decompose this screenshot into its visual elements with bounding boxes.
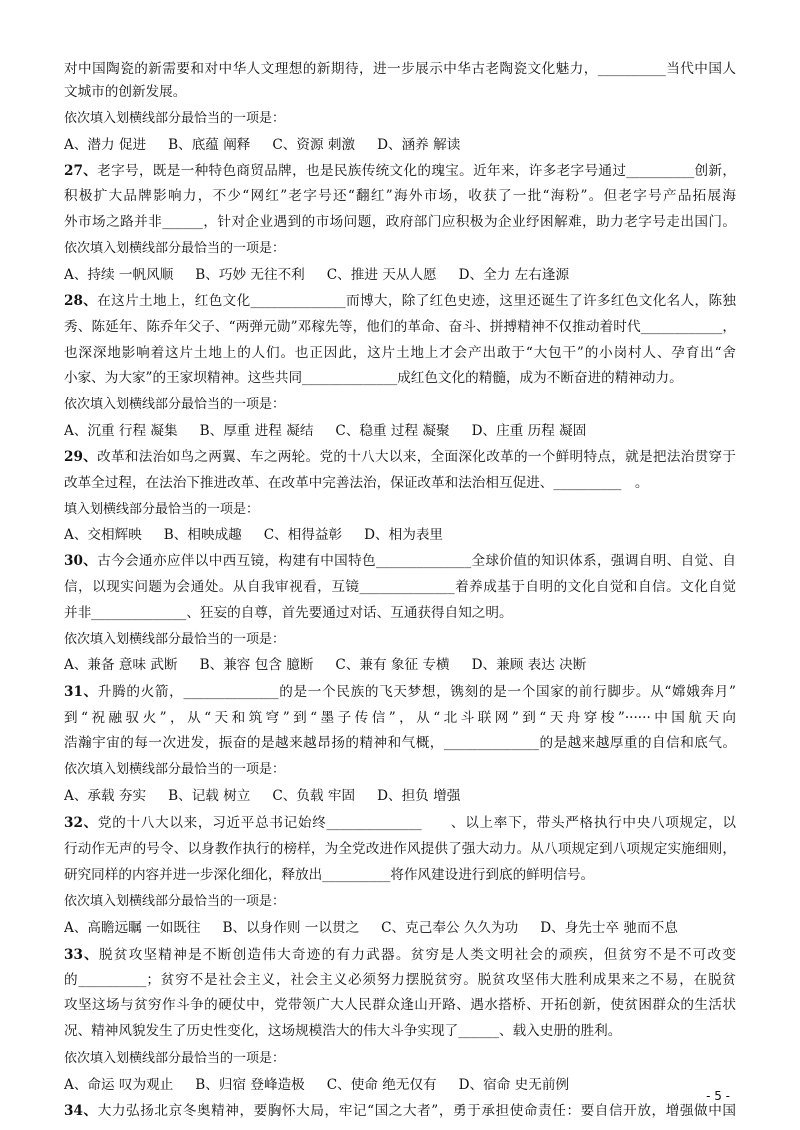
answer-options (64, 526, 736, 544)
answer-option: C、克己奉公 久久为功 (381, 920, 519, 936)
question-prompt (64, 1050, 736, 1068)
line-text: 浩瀚宇宙的每一次进发，振奋的是越来越昂扬的精神和气概，______________的是越来越厚重的自信和底气。 (64, 735, 736, 751)
question-stem (64, 1102, 736, 1120)
question-prompt (64, 893, 736, 911)
text-line (64, 578, 736, 596)
line-text: 并非______________、狂妄的自尊，首先要通过对话、互通获得自知之明。 (64, 605, 513, 621)
text-line (64, 187, 736, 205)
line-text: 古今会通亦应伴以中西互镜，构建有中国特色______________全球价值的知识体系，强调自明、自觉、自 (97, 553, 736, 569)
question-number: 34、 (64, 1103, 98, 1119)
text-line (64, 213, 736, 231)
line-text: 改革和法治如鸟之两翼、车之两轮。党的十八大以来，全面深化改革的一个鲜明特点，就是把法治贯穿于 (97, 449, 736, 465)
text-line (64, 474, 736, 492)
line-text: 填入划横线部分最恰当的一项是： (64, 502, 260, 517)
question-stem (64, 292, 736, 310)
answer-option: D、兼顾 表达 决断 (471, 657, 587, 673)
line-text: 研究同样的内容并进一步深化细化，释放出__________将作风建设进行到底的鲜明信号。 (64, 867, 595, 883)
answer-option: C、使命 绝无仅有 (326, 1077, 437, 1093)
text-line (64, 60, 736, 78)
text-line (64, 369, 736, 387)
answer-options (64, 919, 736, 937)
line-text: 也深深地影响着这片土地上的人们。也正因此，这片土地上才会产出敢于“大包干”的小岗村人、孕育出“舍 (64, 345, 736, 361)
line-text: 信，以现实问题为会通处。从自我审视看，互镜______________着养成基于自明的文化自觉和自信。文化自觉 (64, 579, 736, 595)
answer-options (64, 787, 736, 805)
line-text: 党的十八大以来，习近平总书记始终______________ 、以上率下，带头严格执行中央八项规定，以 (97, 815, 736, 831)
line-text: 的__________；贫穷不是社会主义，社会主义必须努力摆脱贫穷。脱贫攻坚伟大胜利成果来之不易，在脱贫 (64, 972, 736, 988)
answer-option: A、高瞻远瞩 一如既往 (64, 920, 201, 936)
line-text: 改革全过程，在法治下推进改革、在改革中完善法治，保证改革和法治相互促进、__________ 。 (64, 475, 649, 491)
question-stem (64, 946, 736, 964)
answer-option: D、庄重 历程 凝固 (471, 423, 587, 439)
answer-option: B、厚重 进程 凝结 (199, 423, 314, 439)
line-text: 脱贫攻坚精神是不断创造伟大奇迹的有力武器。贫穷是人类文明社会的顽疾，但贫穷不是不可改变 (99, 947, 736, 963)
answer-options (64, 422, 736, 440)
page-number: - 5 - (706, 1089, 730, 1103)
answer-option: C、负载 牢固 (272, 788, 356, 804)
line-text: 小家、为大家”的王家坝精神。这些共同______________成红色文化的精髓，成为不断奋进的精神动力。 (64, 370, 683, 386)
question-number: 27、 (64, 163, 98, 179)
line-text: 文城市的创新发展。 (64, 84, 187, 100)
question-prompt (64, 240, 736, 258)
line-text: 对中国陶瓷的新需要和对中华人文理想的新期待，进一步展示中华古老陶瓷文化魅力，__________当代中国人 (64, 61, 736, 77)
question-prompt (64, 501, 736, 519)
answer-option: A、潜力 促进 (64, 137, 147, 153)
line-text: 攻坚这场与贫穷作斗争的硬仗中，党带领广大人民群众逢山开路、遇水搭桥、开拓创新，使贫困群众的生活状 (64, 997, 736, 1013)
question-prompt (64, 396, 736, 414)
answer-option: C、资源 刺激 (272, 137, 356, 153)
line-text: 老字号，既是一种特色商贸品牌，也是民族传统文化的瑰宝。近年来，许多老字号通过__________创新， (97, 163, 736, 179)
text-line (64, 709, 736, 727)
answer-option: D、身先士卒 驰而不息 (540, 920, 678, 936)
question-prompt (64, 631, 736, 649)
line-text: 况、精神风貌发生了历史性变化，这场规模浩大的伟大斗争实现了______、载入史册的胜利。 (64, 1023, 622, 1039)
text-line (64, 83, 736, 101)
line-text: 依次填入划横线部分最恰当的一项是： (64, 397, 286, 412)
text-line (64, 840, 736, 858)
answer-option: A、沉重 行程 凝集 (64, 423, 178, 439)
question-number: 31、 (64, 684, 98, 700)
answer-option: B、相映成趣 (163, 527, 242, 543)
answer-options (64, 136, 736, 154)
question-number: 32、 (64, 815, 98, 831)
line-text: 升腾的火箭，______________的是一个民族的飞天梦想，镌刻的是一个国家的前行脚步。从“嫦娥奔月” (97, 684, 736, 700)
answer-option: B、巧妙 无往不利 (195, 267, 305, 283)
line-text: 依次填入划横线部分最恰当的一项是： (64, 111, 286, 126)
line-text: 在这片土地上，红色文化______________而博大，除了红色史迹，这里还诞生了许多红色文化名人，陈独 (97, 293, 736, 309)
answer-option: A、承载 夯实 (64, 788, 147, 804)
answer-option: D、涵养 解读 (377, 137, 461, 153)
answer-option: C、稳重 过程 凝聚 (335, 423, 450, 439)
line-text: 行动作无声的号令、以身教作执行的榜样，为全党改进作风提供了强大动力。从八项规定到八项规定实施细则， (64, 841, 736, 857)
answer-option: A、兼备 意味 武断 (64, 657, 178, 673)
question-number: 29、 (64, 449, 98, 465)
question-prompt (64, 761, 736, 779)
question-stem (64, 162, 736, 180)
line-text: 依次填入划横线部分最恰当的一项是： (64, 241, 286, 256)
answer-option: A、命运 叹为观止 (64, 1077, 174, 1093)
text-line (64, 318, 736, 336)
question-stem (64, 448, 736, 466)
text-line (64, 344, 736, 362)
line-text: 外市场之路并非______，针对企业遇到的市场问题，政府部门应积极为企业纾困解难，助力老字号走出国门。 (64, 214, 736, 230)
answer-option: A、持续 一帆风顺 (64, 267, 174, 283)
text-line (64, 866, 736, 884)
answer-option: C、推进 天从人愿 (326, 267, 437, 283)
answer-option: A、交相辉映 (64, 527, 142, 543)
question-number: 30、 (64, 553, 98, 569)
line-text: 积极扩大品牌影响力，不少“网红”老字号还“翻红”海外市场，收获了一批“海粉”。但老字号产品拓展海 (64, 188, 736, 204)
question-number: 28、 (64, 293, 98, 309)
answer-option: B、以身作则 一以贯之 (222, 920, 360, 936)
answer-option: C、相得益彰 (263, 527, 343, 543)
answer-option: D、全力 左右逢源 (458, 267, 570, 283)
line-text: 到“祝融驭火”，从“天和筑穹”到“墨子传信”，从“北斗联网”到“天舟穿梭”······中国航天向 (64, 710, 736, 726)
line-text: 大力弘扬北京冬奥精神，要胸怀大局，牢记“国之大者”，勇于承担使命责任：要自信开放，增强做中国 (97, 1103, 736, 1119)
answer-option: D、宿命 史无前例 (458, 1077, 570, 1093)
text-line (64, 1022, 736, 1040)
answer-option: C、兼有 象征 专横 (335, 657, 450, 673)
question-stem (64, 552, 736, 570)
line-text: 依次填入划横线部分最恰当的一项是： (64, 894, 286, 909)
question-stem (64, 683, 736, 701)
line-text: 依次填入划横线部分最恰当的一项是： (64, 632, 286, 647)
question-number: 33、 (64, 947, 100, 963)
line-text: 秀、陈延年、陈乔年父子、“两弹元勋”邓稼先等，他们的革命、奋斗、拼搏精神不仅推动着时代____________， (64, 319, 736, 335)
answer-option: B、归宿 登峰造极 (195, 1077, 305, 1093)
answer-options (64, 266, 736, 284)
line-text: 依次填入划横线部分最恰当的一项是： (64, 762, 286, 777)
answer-options (64, 1076, 736, 1094)
text-line (64, 996, 736, 1014)
line-text: 依次填入划横线部分最恰当的一项是： (64, 1051, 286, 1066)
text-line (64, 604, 736, 622)
answer-option: B、记载 树立 (168, 788, 251, 804)
answer-options (64, 656, 736, 674)
answer-option: D、担负 增强 (377, 788, 461, 804)
answer-option: D、相为表里 (364, 527, 444, 543)
answer-option: B、底蕴 阐释 (168, 137, 251, 153)
question-stem (64, 814, 736, 832)
text-line (64, 734, 736, 752)
question-prompt (64, 110, 736, 128)
answer-option: B、兼容 包含 臆断 (199, 657, 314, 673)
text-line (64, 971, 736, 989)
